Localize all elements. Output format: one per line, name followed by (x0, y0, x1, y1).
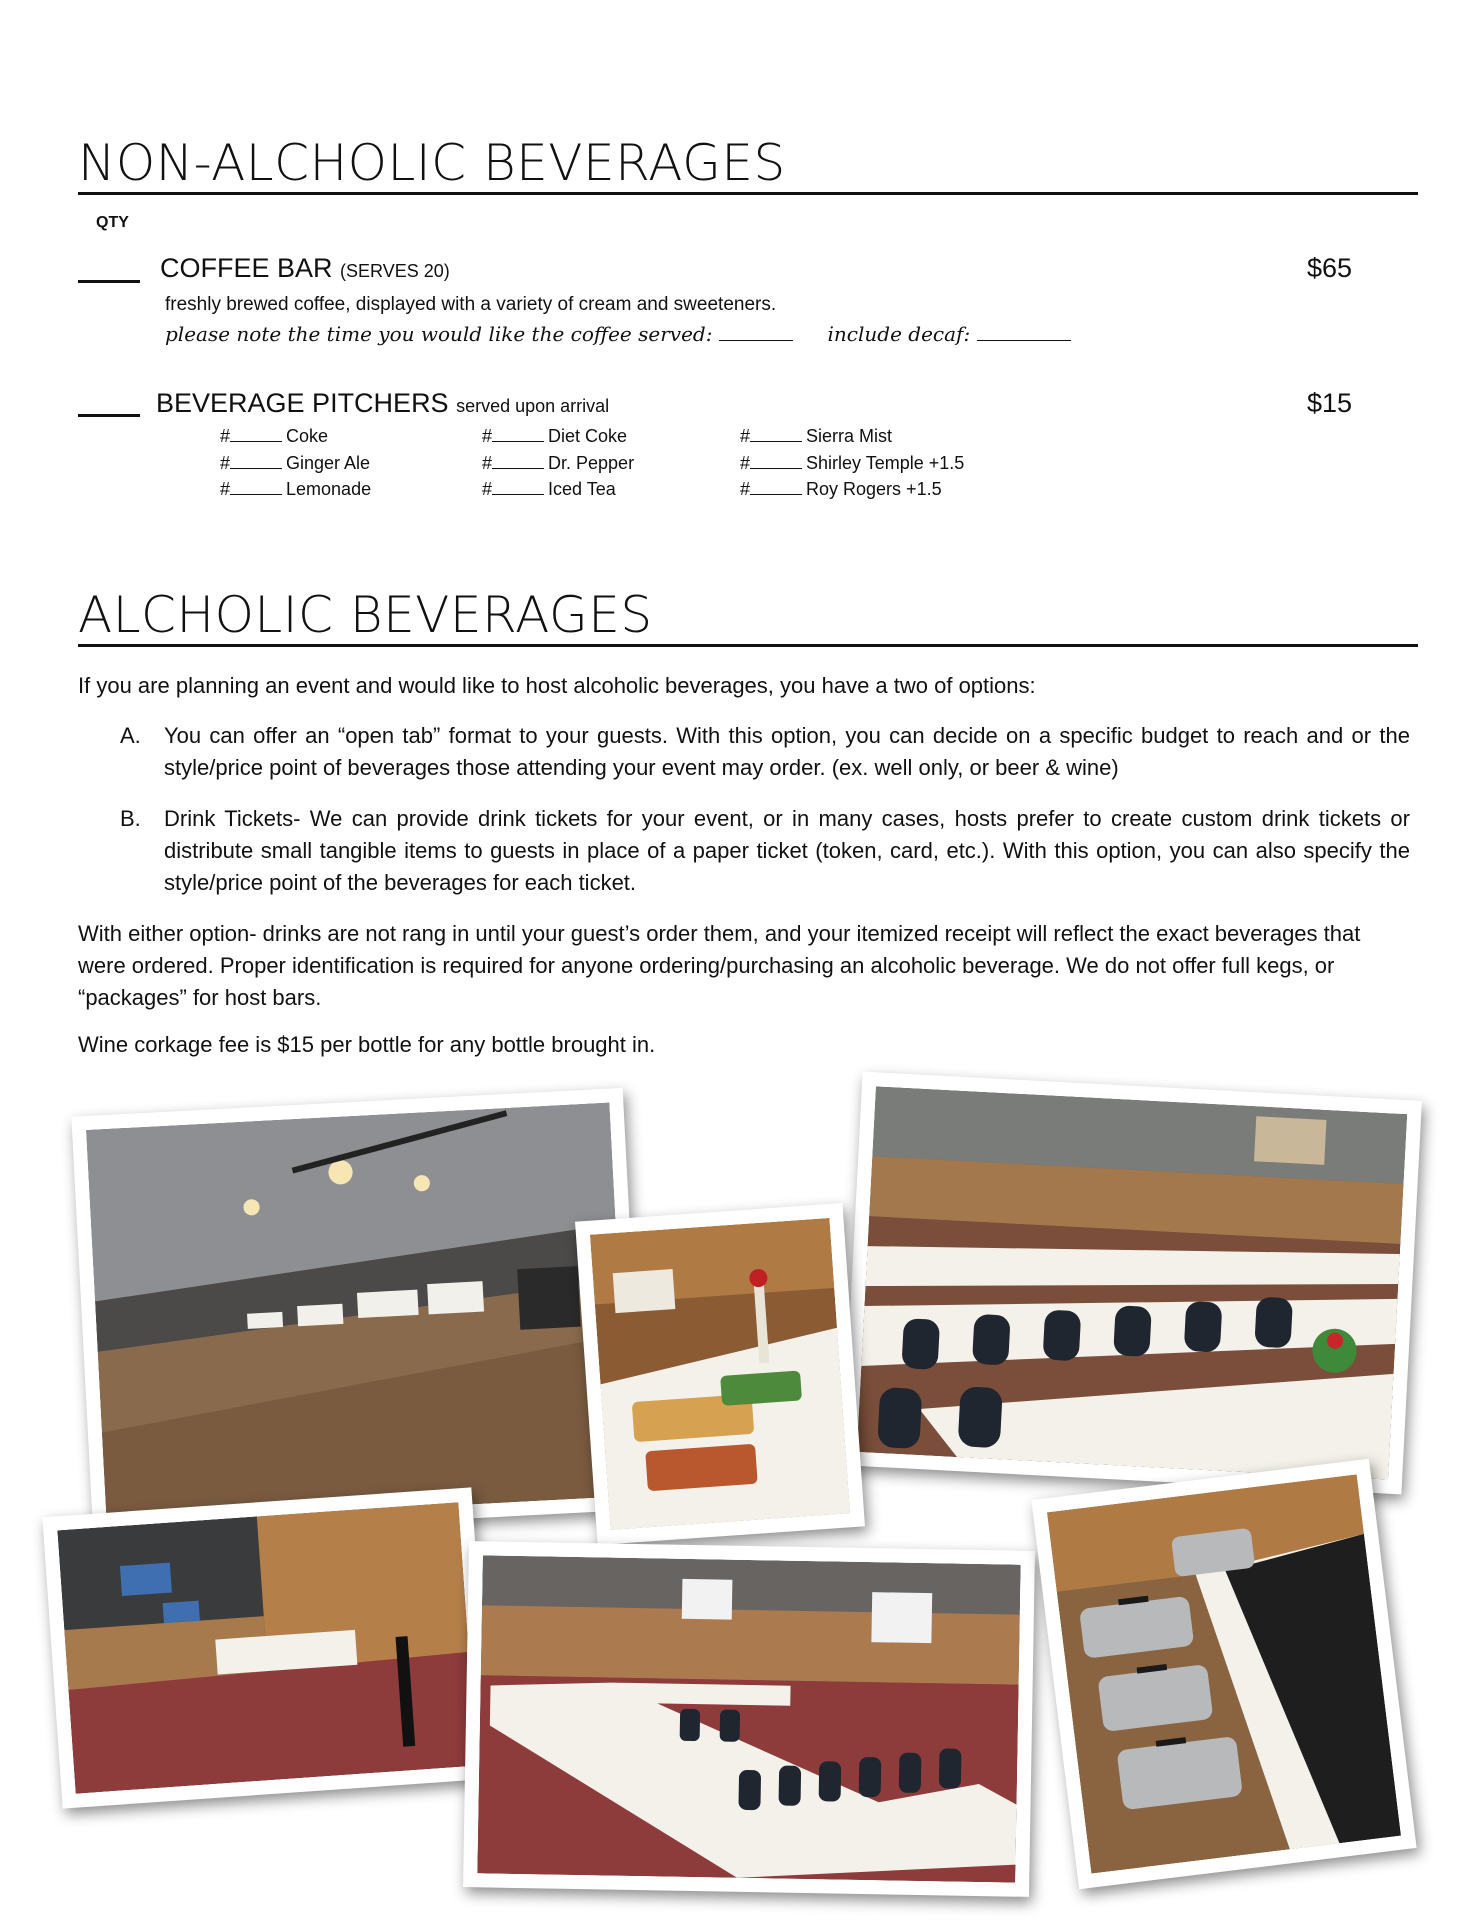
option-a-marker: A. (120, 723, 141, 748)
pitcher-count-marker: # (740, 479, 751, 499)
pitcher-option (740, 426, 892, 447)
pitcher-count-marker: # (740, 426, 751, 446)
pitcher-option-label: Sierra Mist (806, 426, 893, 446)
option-b-marker: B. (120, 806, 141, 831)
pitcher-count-blank[interactable] (492, 468, 544, 469)
pitcher-option (220, 426, 328, 447)
coffee-bar-prompts (165, 322, 1071, 346)
pitcher-option-label: Roy Rogers +1.5 (806, 479, 942, 499)
alcoholic-intro: If you are planning an event and would like to host alcoholic beverages, you have a two of options: (78, 673, 1036, 698)
banquet-rows-image (857, 1086, 1407, 1479)
pitcher-count-marker: # (482, 453, 493, 473)
option-b (120, 803, 1410, 899)
pitcher-option-label: Ginger Ale (286, 453, 371, 473)
pitcher-count-marker: # (482, 426, 493, 446)
coffee-bar-description: freshly brewed coffee, displayed with a variety of cream and sweeteners. (165, 294, 777, 315)
pitcher-count-blank[interactable] (230, 468, 282, 469)
coffee-decaf-blank[interactable] (977, 340, 1071, 341)
pitcher-option-label: Diet Coke (548, 426, 628, 446)
pitcher-count-blank[interactable] (230, 494, 282, 495)
pitcher-count-blank[interactable] (750, 468, 802, 469)
coffee-bar-label: COFFEE BAR (160, 253, 333, 283)
photo-u-shape-tables (463, 1541, 1035, 1897)
pitchers-note: served upon arrival (456, 396, 610, 416)
pitcher-count-marker: # (740, 453, 751, 473)
photo-buffet-corner (42, 1487, 491, 1808)
pitchers-price: $15 (1306, 388, 1352, 418)
coffee-bar-price: $65 (1306, 253, 1352, 283)
pitcher-option (482, 453, 634, 474)
pitcher-option-label: Shirley Temple +1.5 (806, 453, 965, 473)
pitcher-count-blank[interactable] (230, 441, 282, 442)
pitcher-option (740, 479, 942, 500)
pitcher-option-label: Iced Tea (548, 479, 616, 499)
coffee-decaf-prompt: include decaf: (827, 322, 971, 346)
non-alcoholic-title: NON-ALCHOLIC BEVERAGES (78, 138, 1418, 195)
pitcher-count-marker: # (220, 426, 231, 446)
photo-banquet-rows (842, 1072, 1422, 1495)
photo-appetizer-table (575, 1203, 865, 1545)
pitcher-count-blank[interactable] (750, 441, 802, 442)
pitcher-option (740, 453, 964, 474)
coffee-bar-name (160, 253, 450, 284)
qty-label: QTY (96, 214, 129, 231)
option-a-text: You can offer an “open tab” format to your guests. With this option, you can decide on a specific budget to reach and or the style/price point of beverages those attending your event may order. (ex. well only, or beer & wine) (164, 723, 1410, 780)
coffee-qty-line[interactable] (78, 280, 140, 283)
pitcher-option-label: Dr. Pepper (548, 453, 635, 473)
option-b-text: Drink Tickets- We can provide drink tickets for your event, or in many cases, hosts prefer to create custom drink tickets or distribute small tangible items to guests in place of a paper ticket (token, card, etc.). With this option, you can also specify the style/price point of the beverages for each ticket. (164, 806, 1410, 895)
buffet-corner-image (57, 1502, 476, 1793)
pitcher-count-blank[interactable] (750, 494, 802, 495)
pitchers-label: BEVERAGE PITCHERS (156, 388, 449, 418)
chafing-dishes-image (1047, 1474, 1401, 1873)
pitcher-count-marker: # (220, 453, 231, 473)
coffee-time-prompt: please note the time you would like the coffee served: (165, 322, 713, 346)
corkage-fee: Wine corkage fee is $15 per bottle for any bottle brought in. (78, 1032, 656, 1057)
photo-dance-hall (71, 1088, 644, 1538)
alcoholic-title: ALCHOLIC BEVERAGES (78, 590, 1418, 647)
option-a (120, 720, 1410, 784)
pitcher-count-marker: # (482, 479, 493, 499)
pitchers-qty-line[interactable] (78, 414, 140, 417)
pitcher-option-label: Lemonade (286, 479, 372, 499)
coffee-time-blank[interactable] (719, 340, 793, 341)
dance-hall-image (86, 1103, 630, 1524)
pitcher-count-blank[interactable] (492, 441, 544, 442)
alcoholic-note: With either option- drinks are not rang in until your guest’s order them, and your itemized receipt will reflect the exact beverages that were ordered. Proper identification is required for anyone ordering/purchasing an alcoholic beverage. We do not offer full kegs, or “packages” for host bars. (78, 921, 1361, 1010)
pitcher-option (220, 453, 370, 474)
photo-chafing-dishes (1031, 1459, 1416, 1890)
u-shape-tables-image (477, 1555, 1020, 1882)
pitcher-count-blank[interactable] (492, 494, 544, 495)
pitcher-option (220, 479, 371, 500)
pitchers-name (156, 388, 609, 419)
appetizer-table-image (590, 1218, 850, 1530)
pitcher-count-marker: # (220, 479, 231, 499)
coffee-bar-serves: (SERVES 20) (340, 261, 450, 281)
pitcher-option (482, 426, 627, 447)
pitcher-option-label: Coke (286, 426, 329, 446)
pitcher-option (482, 479, 616, 500)
